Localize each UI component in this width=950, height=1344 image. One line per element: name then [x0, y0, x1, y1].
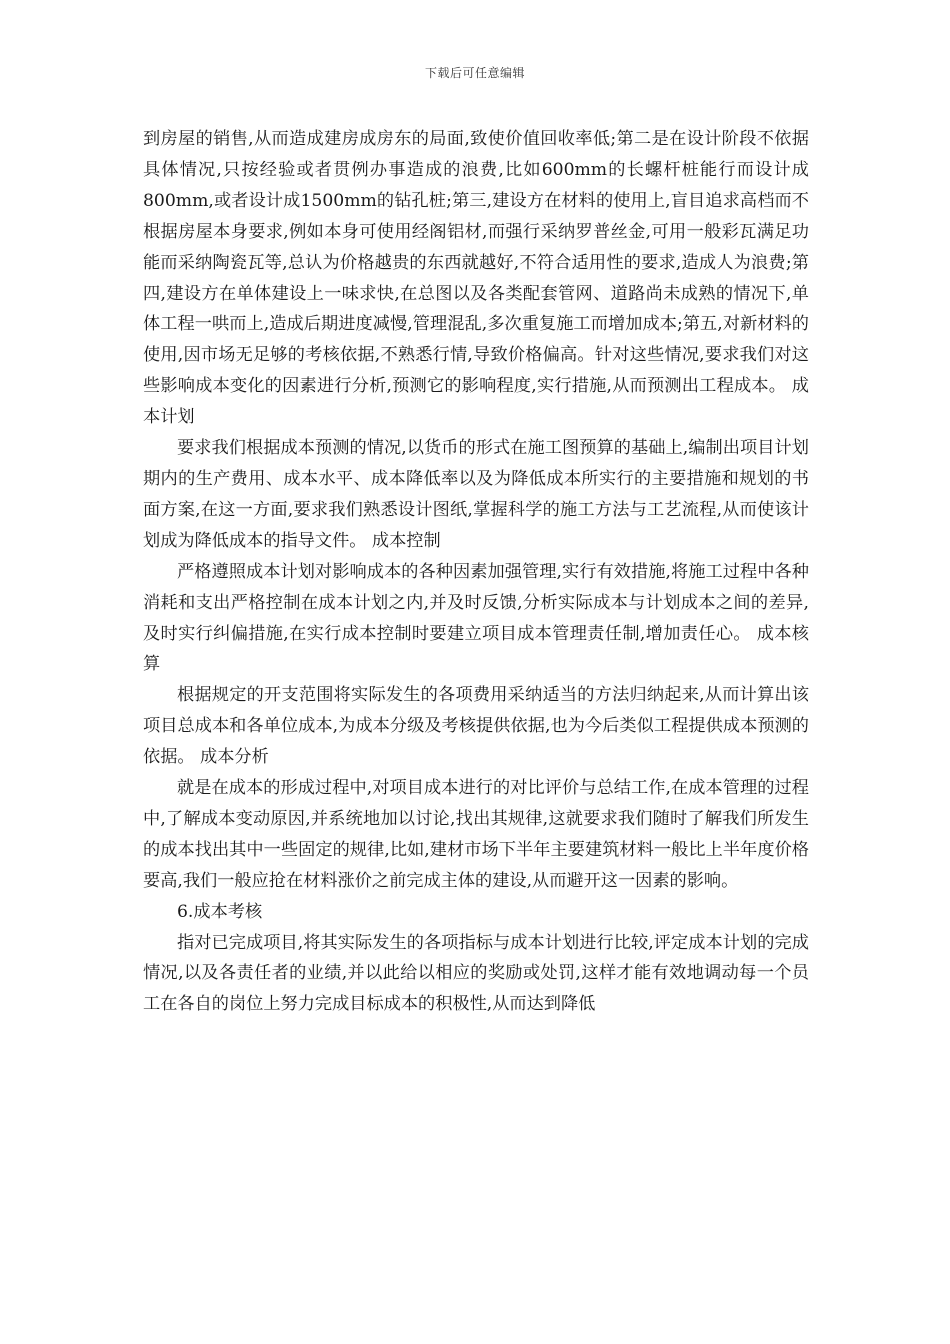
- page-header: 下载后可任意编辑: [424, 66, 525, 80]
- document-body: [143, 124, 809, 1020]
- paragraph-cost-control: 严格遵照成本计划对影响成本的各种因素加强管理,实行有效措施,将施工过程中各种消耗和支出严格控制在成本计划之内,并及时反馈,分析实际成本与计划成本之间的差异,及时实行纠偏措施,在实行成本控制时要建立项目成本管理责任制,增加责任心。 成本核算: [143, 561, 809, 675]
- paragraph-cost-plan: 要求我们根据成本预测的情况,以货币的形式在施工图预算的基础上,编制出项目计划期内的生产费用、成本水平、成本降低率以及为降低成本所实行的主要措施和规划的书面方案,在这一方面,要求我们熟悉设计图纸,掌握科学的施工方法与工艺流程,从而使该计划成为降低成本的指导文件。 成本控制: [143, 438, 809, 551]
- paragraph-cost-assessment: 指对已完成项目,将其实际发生的各项指标与成本计划进行比较,评定成本计划的完成情况,以及各责任者的业绩,并以此给以相应的奖励或处罚,这样才能有效地调动每一个员工在各自的岗位上努力完成目标成本的积极性,从而达到降低: [143, 932, 809, 1015]
- paragraph-cost-accounting: 根据规定的开支范围将实际发生的各项费用采纳适当的方法归纳起来,从而计算出该项目总成本和各单位成本,为成本分级及考核提供依据,也为今后类似工程提供成本预测的依据。 成本分析: [143, 685, 809, 768]
- section-heading-cost-assessment: 6.成本考核: [177, 901, 263, 922]
- paragraph-cost-analysis: 就是在成本的形成过程中,对项目成本进行的对比评价与总结工作,在成本管理的过程中,了解成本变动原因,并系统地加以讨论,找出其规律,这就要求我们随时了解我们所发生的成本找出其中一些固定的规律,比如,建材市场下半年主要建筑材料一般比上半年度价格要高,我们一般应抢在材料涨价之前完成主体的建设,从而避开这一因素的影响。: [143, 778, 809, 891]
- paragraph-cost-forecast-continued: 到房屋的销售,从而造成建房成房东的局面,致使价值回收率低;第二是在设计阶段不依据具体情况,只按经验或者贯例办事造成的浪费,比如600mm的长螺杆桩能行而设计成800mm,或者设计成1500mm的钻孔桩;第三,建设方在材料的使用上,盲目追求高档而不根据房屋本身要求,例如本身可使用经阁铝材,而强行采纳罗普丝金,可用一般彩瓦满足功能而采纳陶瓷瓦等,总认为价格越贵的东西就越好,不符合适用性的要求,造成人为浪费;第四,建设方在单体建设上一味求快,在总图以及各类配套管网、道路尚未成熟的情况下,单体工程一哄而上,造成后期进度减慢,管理混乱,多次重复施工而增加成本;第五,对新材料的使用,因市场无足够的考核依据,不熟悉行情,导致价格偏高。针对这些情况,要求我们对这些影响成本变化的因素进行分析,预测它的影响程度,实行措施,从而预测出工程成本。 成本计划: [143, 129, 809, 428]
